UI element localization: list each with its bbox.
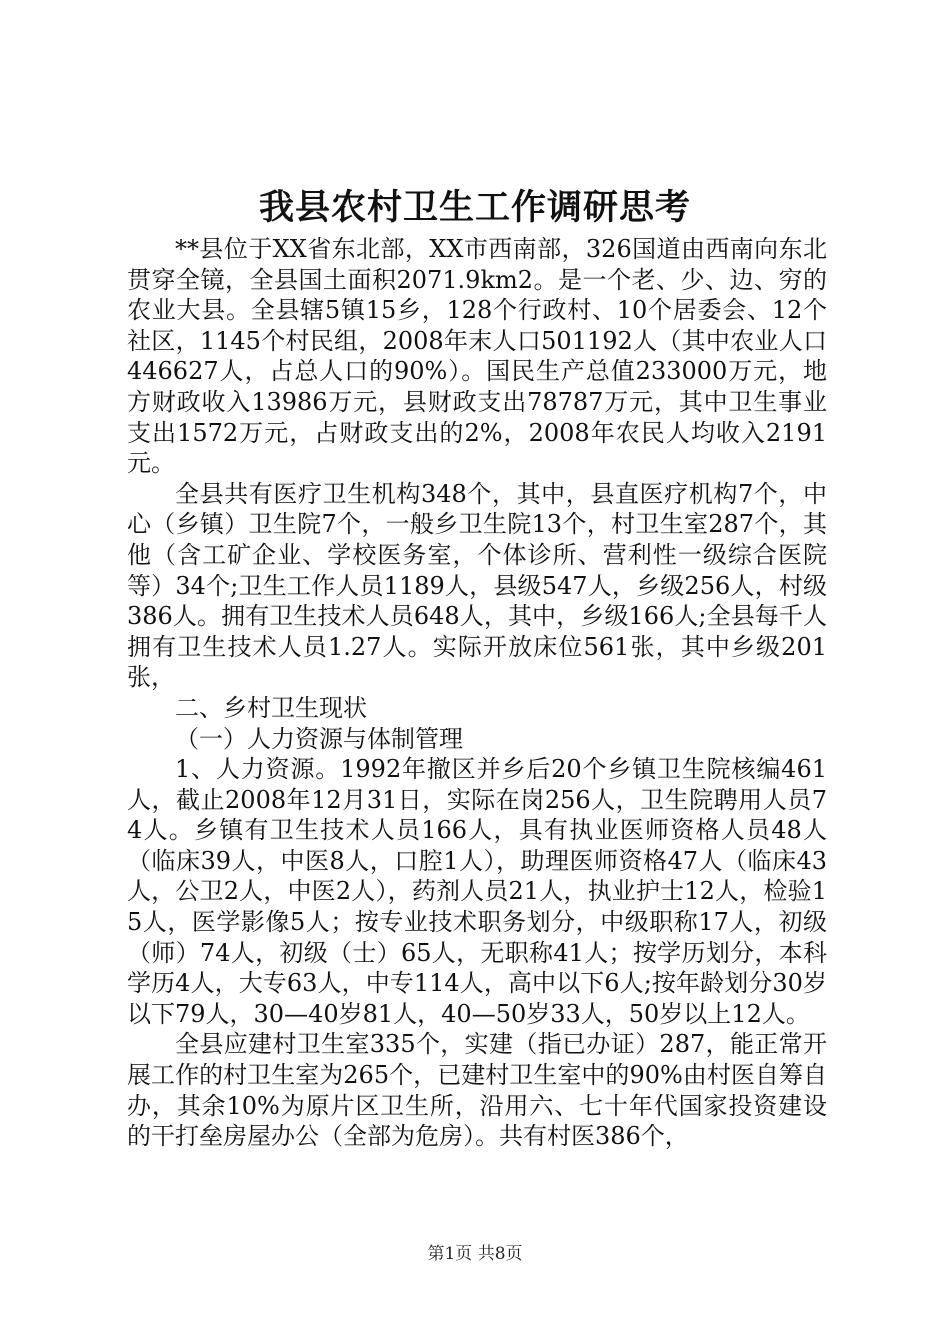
document-title: 我县农村卫生工作调研思考 — [258, 187, 691, 228]
section-heading: 二、乡村卫生现状 — [175, 693, 367, 722]
document-body — [127, 234, 827, 1152]
paragraph-medical-institutions: 全县共有医疗卫生机构348个，其中，县直医疗机构7个，中心（乡镇）卫生院7个，一般乡卫生院13个，村卫生室287个，其他（含工矿企业、学校医务室，个体诊所、营利性一级综合医院等）34个;卫生工作人员1189人，县级547人，乡级256人，村级386人。拥有卫生技术人员648人，其中，乡级166人;全县每千人拥有卫生技术人员1.27人。实际开放床位561张，其中乡级201张， — [127, 479, 827, 692]
paragraph-county-overview: **县位于XX省东北部，XX市西南部，326国道由西南向东北贯穿全镜，全县国土面积2071.9km2。是一个老、少、边、穷的农业大县。全县辖5镇15乡，128个行政村、10个居委会、12个社区，1145个村民组，2008年末人口501192人（其中农业人口446627人，占总人口的90%）。国民生产总值233000万元，地方财政收入13986万元，县财政支出78787万元，其中卫生事业支出1572万元，占财政支出的2%，2008年农民人均收入2191元。 — [127, 235, 827, 478]
subsection-heading: （一）人力资源与体制管理 — [175, 724, 463, 753]
paragraph-village-clinics: 全县应建村卫生室335个，实建（指已办证）287，能正常开展工作的村卫生室为265个，已建村卫生室中的90%由村医自筹自办，其余10%为原片区卫生所，沿用六、七十年代国家投资建设的干打垒房屋办公（全部为危房）。共有村医386个， — [127, 1030, 827, 1151]
page-number-footer: 第1页 共8页 — [427, 1244, 523, 1264]
paragraph-human-resources: 1、人力资源。1992年撤区并乡后20个乡镇卫生院核编461人，截止2008年12月31日，实际在岗256人，卫生院聘用人员74人。乡镇有卫生技术人员166人，具有执业医师资格人员48人（临床39人，中医8人，口腔1人），助理医师资格47人（临床43人，公卫2人，中医2人），药剂人员21人，执业护士12人，检验15人，医学影像5人；按专业技术职务划分，中级职称17人，初级（师）74人，初级（士）65人，无职称41人；按学历划分，本科学历4人，大专63人，中专114人，高中以下6人;按年龄划分30岁以下79人，30—40岁81人，40—50岁33人，50岁以上12人。 — [127, 755, 827, 1028]
